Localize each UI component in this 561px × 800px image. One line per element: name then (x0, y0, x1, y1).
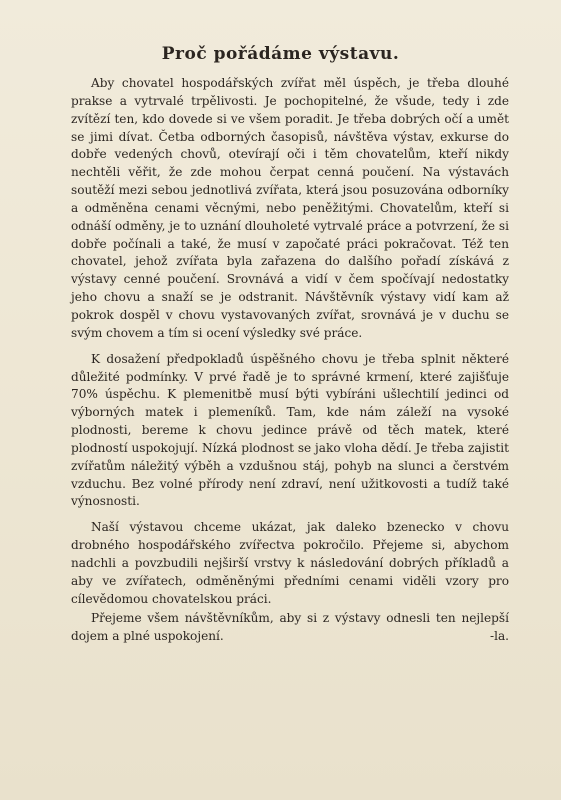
page-title: Proč pořádáme výstavu. (161, 44, 400, 64)
closing-paragraph (71, 610, 509, 646)
signature: -la. (489, 629, 509, 644)
paragraph-1: Aby chovatel hospodářských zvířat měl úspěch, je třeba dlouhé prakse a vytrvalé trpělivosti. Je pochopitelné, že všude, tedy i zde zvítězí ten, kdo dovede si ve všem poradit. Je třeba dobrých očí a umět se jimi dívat. Četba odborných časopisů, návštěva výstav, exkurse do dobře vedených chovů, otevírají oči i těm chovatelům, kteří nikdy nechtěli věřit, že zde mohou čerpat cenná poučení. Na výstavách soutěží mezi sebou jednotlivá zvířata, která jsou posuzována odborníky a odměněna cenami věcnými, nebo peněžitými. Chovatelům, kteří si odnáší odměny, je to uznání dlouholeté vytrvalé práce a potvrzení, že si dobře počínali a také, že musí v započaté práci pokračovat. Též ten chovatel, jehož zvířata byla zařazena do dalšího pořadí získává z výstavy cenné poučení. Srovnává a vidí v čem spočívají nedostatky jeho chovu a snaží se je odstranit. Návštěvník výstavy vidí kam až pokrok dospěl v chovu vystavovaných zvířat, srovnává je v duchu se svým chovem a tím si ocení výsledky své práce. (71, 76, 509, 340)
paragraph-2: K dosažení předpokladů úspěšného chovu je třeba splnit některé důležité podmínky. V prvé řadě je to správné krmení, které zajišťuje 70% úspěchu. K plemenitbě musí býti vybíráni ušlechtilí jedinci od výborných matek i plemeníků. Tam, kde nám záleží na vysoké plodnosti, bereme k chovu jedince právě od těch matek, které plodností uspokojují. Nízká plodnost se jako vloha dědí. Je třeba zajistit zvířatům náležitý výběh a vzdušnou stáj, pohyb na slunci a čerstvém vzduchu. Bez volné přírody není zdraví, není užitkovosti a tudíž také výnosnosti. (71, 351, 509, 509)
article-body (71, 75, 509, 646)
paragraph-3: Naší výstavou chceme ukázat, jak daleko bzenecko v chovu drobného hospodářského zvířectva pokročilo. Přejeme si, abychom nadchli a povzbudili nejširší vrstvy k následování dobrých příkladů a aby ve zvířatech, odměněnými předními cenami viděli vzory pro cílevědomou chovatelskou práci. (71, 520, 509, 606)
closing-text: Přejeme všem návštěvníkům, aby si z výstavy odnesli ten nejlepší dojem a plné uspokojení. (71, 611, 509, 644)
